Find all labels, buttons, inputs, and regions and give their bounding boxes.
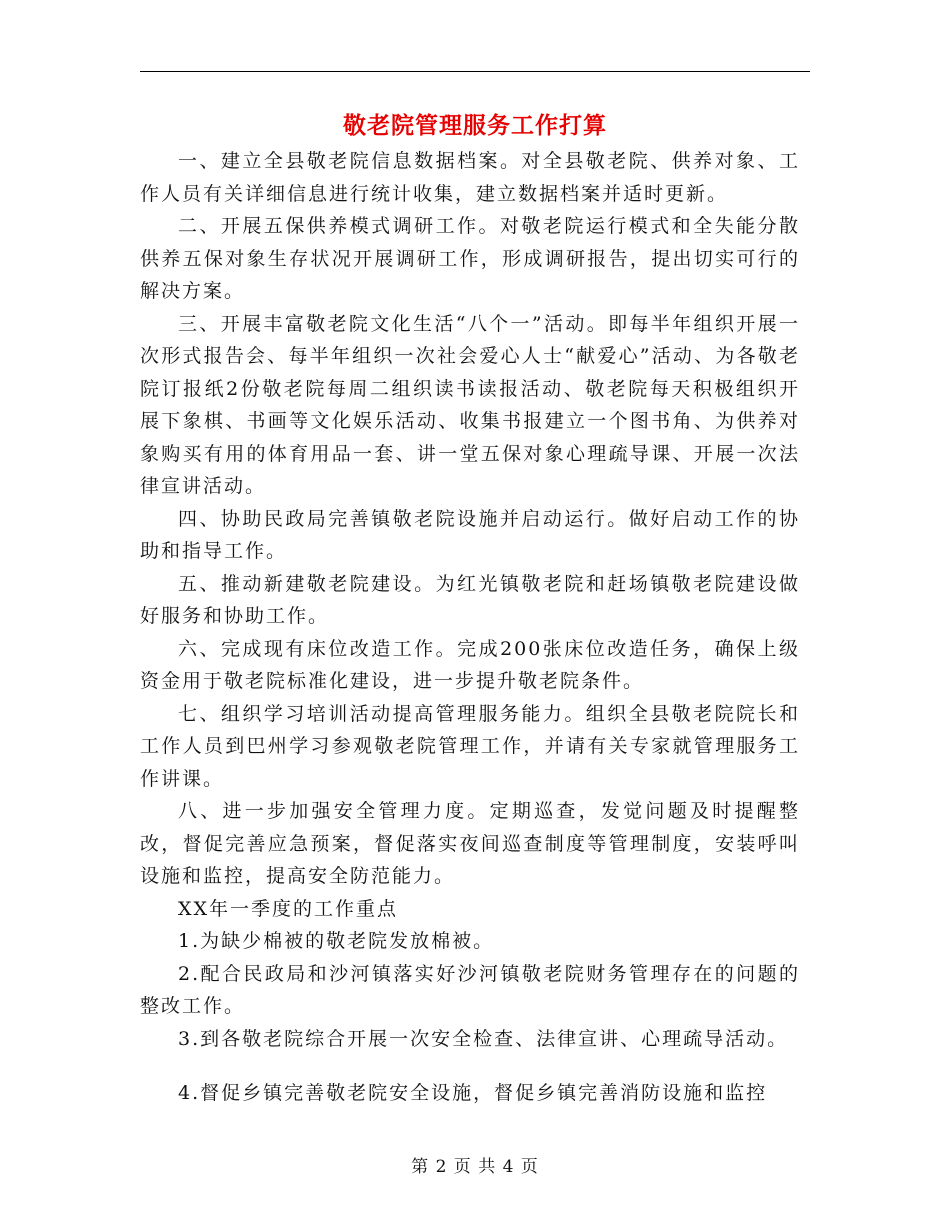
paragraph-8: 八、进一步加强安全管理力度。定期巡查，发觉问题及时提醒整改，督促完善应急预案，督促落实夜间巡查制度等管理制度，安装呼叫设施和监控，提高安全防范能力。: [140, 800, 800, 887]
footer-suffix: 页: [520, 1157, 539, 1177]
paragraph-2: 二、开展五保供养模式调研工作。对敬老院运行模式和全失能分散供养五保对象生存状况开展调研工作，形成调研报告，提出切实可行的解决方案。: [140, 215, 800, 302]
paragraph-5: 五、推动新建敬老院建设。为红光镇敬老院和赶场镇敬老院建设做好服务和协助工作。: [140, 572, 800, 627]
list-item-1: 1.为缺少棉被的敬老院发放棉被。: [178, 930, 495, 952]
section-heading-q1: XX年一季度的工作重点: [178, 897, 399, 920]
footer-current-page: 2: [435, 1157, 448, 1177]
header-rule: [140, 71, 810, 72]
list-item-3: 3.到各敬老院综合开展一次安全检查、法律宣讲、心理疏导活动。: [178, 1027, 789, 1050]
document-title: 敬老院管理服务工作打算: [343, 112, 607, 139]
list-item-2: 2.配合民政局和沙河镇落实好沙河镇敬老院财务管理存在的问题的整改工作。: [140, 962, 800, 1017]
footer-prefix: 第: [411, 1157, 430, 1177]
paragraph-1: 一、建立全县敬老院信息数据档案。对全县敬老院、供养对象、工作人员有关详细信息进行统计收集，建立数据档案并适时更新。: [140, 150, 800, 205]
paragraph-3: 三、开展丰富敬老院文化生活“八个一”活动。即每半年组织开展一次形式报告会、每半年组织一次社会爱心人士“献爱心”活动、为各敬老院订报纸2份敬老院每周二组织读书读报活动、敬老院每天积极组织开展下象棋、书画等文化娱乐活动、收集书报建立一个图书角、为供养对象购买有用的体育用品一套、讲一堂五保对象心理疏导课、开展一次法律宣讲活动。: [140, 312, 800, 497]
paragraph-7: 七、组织学习培训活动提高管理服务能力。组织全县敬老院院长和工作人员到巴州学习参观敬老院管理工作，并请有关专家就管理服务工作讲课。: [140, 702, 800, 790]
footer-total-pages: 4: [502, 1157, 515, 1177]
list-item-4: 4.督促乡镇完善敬老院安全设施，督促乡镇完善消防设施和监控: [178, 1082, 768, 1104]
document-body: [140, 145, 800, 1110]
paragraph-4: 四、协助民政局完善镇敬老院设施并启动运行。做好启动工作的协助和指导工作。: [140, 507, 800, 562]
page-footer: [0, 1152, 950, 1177]
footer-total-prefix: 共: [478, 1157, 497, 1177]
paragraph-6: 六、完成现有床位改造工作。完成200张床位改造任务，确保上级资金用于敬老院标准化建设，进一步提升敬老院条件。: [140, 637, 800, 692]
footer-page-word: 页: [453, 1157, 472, 1177]
